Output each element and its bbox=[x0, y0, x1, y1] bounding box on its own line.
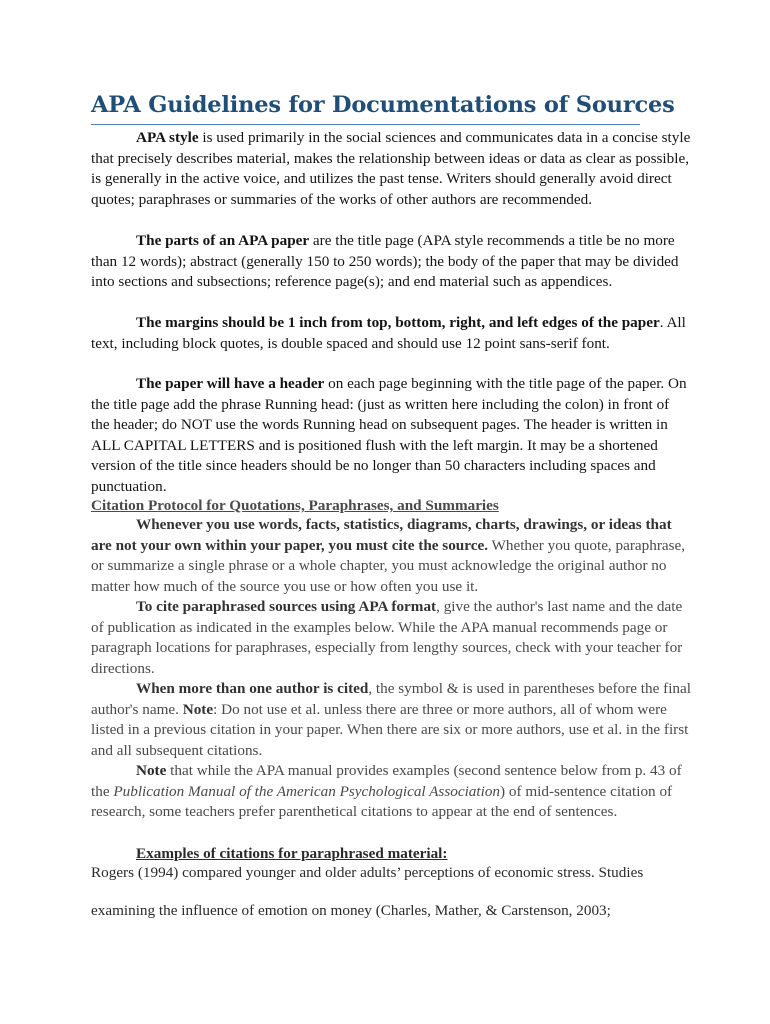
document-title: APA Guidelines for Documentations of Sources bbox=[91, 92, 675, 118]
paragraph-note-manual-rest: ) of mid-sentence citation of research, some teachers prefer parenthetical citations to appear at the end of sentences. bbox=[91, 782, 673, 821]
term-parts: The parts of an APA paper bbox=[136, 232, 310, 249]
term-note: Note bbox=[182, 700, 214, 718]
paragraph-apa-style-text: is used primarily in the social sciences and communicates data in a concise style that precisely describes material, makes the relationship between ideas or data as clear as possible, is generally in the active voice, and utilizes the past tense. Writers should generally avoid direct quotes; paraphrases or summaries of the works of other authors are recommended. bbox=[91, 129, 691, 208]
example-line-1: Rogers (1994) compared younger and older adults’ perceptions of economic stress. Studies bbox=[91, 864, 644, 881]
term-header: The paper will have a header bbox=[136, 375, 325, 392]
examples-heading: Examples of citations for paraphrased material: bbox=[136, 845, 448, 862]
term-apa-style: APA style bbox=[136, 129, 199, 146]
term-margins: The margins should be 1 inch from top, bottom, right, and left edges of the paper bbox=[136, 314, 660, 331]
title-underline bbox=[91, 124, 640, 125]
paragraph-parts bbox=[91, 231, 691, 293]
paragraph-margins bbox=[91, 313, 691, 354]
term-cite-source: Whenever you use words, facts, statistics, diagrams, charts, drawings, or ideas that are not your own within your paper, you must cite the source. bbox=[91, 516, 672, 554]
paragraph-multiple-authors bbox=[91, 679, 691, 761]
paragraph-note-manual-text: that while the APA manual provides examples (second sentence below from p. 43 of the bbox=[91, 762, 682, 800]
term-multiple-authors: When more than one author is cited bbox=[136, 680, 369, 697]
term-paraphrased: To cite paraphrased sources using APA format bbox=[136, 598, 437, 615]
example-line-2: examining the influence of emotion on money (Charles, Mather, & Carstenson, 2003; bbox=[91, 902, 611, 919]
paragraph-header bbox=[91, 374, 691, 498]
paragraph-apa-style bbox=[91, 128, 691, 210]
paragraph-multiple-authors-text: , the symbol & is used in parentheses before the final author's name. bbox=[91, 680, 691, 718]
paragraph-paraphrased-text: , give the author's last name and the date of publication as indicated in the examples below. While the APA manual recommends page or paragraph locations for paraphrases, especially from lengthy sources, check with your teacher for directions. bbox=[91, 598, 683, 677]
paragraph-parts-text: are the title page (APA style recommends a title be no more than 12 words); abstract (generally 150 to 250 words); the body of the paper that may be divided into sections and subsections; reference page(s); and end material such as appendices. bbox=[91, 232, 679, 291]
paragraph-cite-source-text: Whether you quote, paraphrase, or summarize a single phrase or a whole chapter, you must acknowledge the original author no matter how much of the source you use or how often you use it. bbox=[91, 536, 686, 595]
paragraph-multiple-authors-note: : Do not use et al. unless there are three or more authors, all of whom were listed in a previous citation in your paper. When there are six or more authors, use et al. in the first and all subsequent citations. bbox=[91, 700, 689, 759]
publication-manual-title: Publication Manual of the American Psychological Association bbox=[113, 782, 501, 800]
paragraph-note-manual bbox=[91, 761, 691, 823]
citation-protocol-heading: Citation Protocol for Quotations, Paraphrases, and Summaries bbox=[91, 497, 499, 514]
paragraph-cite-source bbox=[91, 515, 691, 597]
paragraph-header-text: on each page beginning with the title page of the paper. On the title page add the phrase Running head: (just as written here including the colon) in front of the header; do NOT use the words Running head on subsequent pages. The header is written in ALL CAPITAL LETTERS and is positioned flush with the left margin. It may be a shortened version of the title since headers should be no longer than 50 characters including spaces and punctuation. bbox=[91, 375, 687, 495]
paragraph-paraphrased bbox=[91, 597, 691, 679]
paragraph-margins-text: . All text, including block quotes, is double spaced and should use 12 point sans-serif font. bbox=[91, 314, 686, 352]
term-note-manual: Note bbox=[136, 762, 167, 779]
